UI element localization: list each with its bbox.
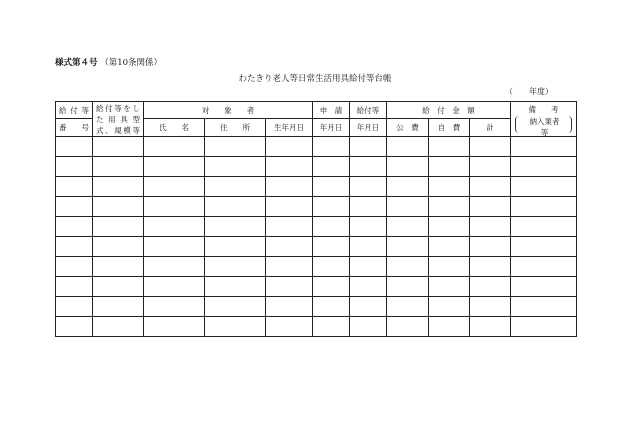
- table-cell[interactable]: [205, 277, 266, 297]
- table-cell[interactable]: [56, 137, 93, 157]
- table-cell[interactable]: [93, 317, 144, 337]
- table-cell[interactable]: [93, 257, 144, 277]
- table-cell[interactable]: [470, 137, 511, 157]
- header-kyufu-number-bottom: 番 号: [56, 119, 93, 137]
- table-cell[interactable]: [205, 237, 266, 257]
- table-cell[interactable]: [429, 177, 470, 197]
- header-public-expense: 公 費: [387, 119, 429, 137]
- table-cell[interactable]: [350, 237, 387, 257]
- table-cell[interactable]: [350, 317, 387, 337]
- table-cell[interactable]: [350, 257, 387, 277]
- table-cell[interactable]: [429, 157, 470, 177]
- header-address: 住 所: [205, 119, 266, 137]
- table-cell[interactable]: [205, 177, 266, 197]
- header-application-date: 申 請: [313, 102, 350, 119]
- table-cell[interactable]: [429, 197, 470, 217]
- table-cell[interactable]: [266, 137, 313, 157]
- header-kyufu-date: 給付等: [350, 102, 387, 119]
- table-cell[interactable]: [266, 257, 313, 277]
- table-cell[interactable]: [93, 197, 144, 217]
- table-cell[interactable]: [350, 277, 387, 297]
- table-cell[interactable]: [387, 197, 429, 217]
- header-recipient: 対 象 者: [144, 102, 313, 119]
- table-cell[interactable]: [93, 177, 144, 197]
- table-cell[interactable]: [93, 297, 144, 317]
- table-cell[interactable]: [387, 237, 429, 257]
- fiscal-year: （ 年度）: [505, 87, 553, 96]
- header-kyufu-number: 給付等: [56, 102, 93, 119]
- table-cell[interactable]: [144, 237, 205, 257]
- table-cell[interactable]: [56, 157, 93, 177]
- table-cell[interactable]: [144, 257, 205, 277]
- page-title: わたきり老人等日常生活用具給付等台帳: [238, 74, 392, 84]
- table-cell[interactable]: [144, 217, 205, 237]
- table-row: [56, 257, 577, 277]
- header-amount: 給 付 金 額: [387, 102, 511, 119]
- table-row: [56, 217, 577, 237]
- header-total: 計: [470, 119, 511, 137]
- form-number: 様式第４号: [55, 58, 98, 68]
- table-cell[interactable]: [144, 137, 205, 157]
- table-cell[interactable]: [350, 197, 387, 217]
- remarks-bracket: 納入業者 等: [515, 116, 572, 133]
- table-cell[interactable]: [56, 257, 93, 277]
- table-cell[interactable]: [511, 317, 577, 337]
- table-cell[interactable]: [205, 317, 266, 337]
- header-birthdate: 生年月日: [266, 119, 313, 137]
- table-cell[interactable]: [470, 257, 511, 277]
- table-cell[interactable]: [511, 217, 577, 237]
- table-cell[interactable]: [511, 237, 577, 257]
- table-cell[interactable]: [313, 157, 350, 177]
- table-cell[interactable]: [266, 277, 313, 297]
- table-cell[interactable]: [387, 137, 429, 157]
- table-cell[interactable]: [144, 177, 205, 197]
- table-cell[interactable]: [313, 197, 350, 217]
- table-cell[interactable]: [350, 297, 387, 317]
- table-cell[interactable]: [93, 157, 144, 177]
- table-row: [56, 197, 577, 217]
- table-cell[interactable]: [470, 297, 511, 317]
- header-application-date-bottom: 年月日: [313, 119, 350, 137]
- header-equipment: 給付等をし た用具型 式、規模等: [93, 102, 144, 137]
- table-cell[interactable]: [144, 317, 205, 337]
- table-cell[interactable]: [266, 297, 313, 317]
- table-cell[interactable]: [511, 157, 577, 177]
- table-cell[interactable]: [266, 317, 313, 337]
- table-cell[interactable]: [470, 197, 511, 217]
- table-row: [56, 317, 577, 337]
- table-cell[interactable]: [313, 297, 350, 317]
- table-cell[interactable]: [313, 257, 350, 277]
- table-row: [56, 137, 577, 157]
- header-self-pay: 自 費: [429, 119, 470, 137]
- table-cell[interactable]: [56, 277, 93, 297]
- table-cell[interactable]: [56, 237, 93, 257]
- table-cell[interactable]: [511, 297, 577, 317]
- table-cell[interactable]: [93, 137, 144, 157]
- table-cell[interactable]: [93, 237, 144, 257]
- table-cell[interactable]: [511, 197, 577, 217]
- table-cell[interactable]: [470, 177, 511, 197]
- table-cell[interactable]: [387, 157, 429, 177]
- table-cell[interactable]: [266, 177, 313, 197]
- table-cell[interactable]: [56, 297, 93, 317]
- table-cell[interactable]: [350, 157, 387, 177]
- table-cell[interactable]: [266, 197, 313, 217]
- table-cell[interactable]: [144, 197, 205, 217]
- table-cell[interactable]: [56, 217, 93, 237]
- table-cell[interactable]: [429, 217, 470, 237]
- form-relation: （第10条関係）: [100, 58, 163, 68]
- table-cell[interactable]: [511, 257, 577, 277]
- table-cell[interactable]: [429, 257, 470, 277]
- ledger-table: [55, 101, 577, 337]
- table-cell[interactable]: [387, 317, 429, 337]
- table-cell[interactable]: [56, 197, 93, 217]
- table-cell[interactable]: [350, 137, 387, 157]
- table-row: [56, 237, 577, 257]
- table-cell[interactable]: [313, 237, 350, 257]
- table-cell[interactable]: [144, 157, 205, 177]
- table-cell[interactable]: [429, 137, 470, 157]
- table-row: [56, 157, 577, 177]
- table-cell[interactable]: [56, 317, 93, 337]
- table-cell[interactable]: [387, 277, 429, 297]
- table-cell[interactable]: [511, 177, 577, 197]
- table-cell[interactable]: [470, 157, 511, 177]
- table-cell[interactable]: [429, 237, 470, 257]
- table-cell[interactable]: [144, 297, 205, 317]
- table-cell[interactable]: [205, 137, 266, 157]
- table-cell[interactable]: [313, 137, 350, 157]
- table-cell[interactable]: [205, 217, 266, 237]
- form-identifier: [55, 56, 162, 68]
- table-cell[interactable]: [313, 217, 350, 237]
- table-cell[interactable]: [387, 257, 429, 277]
- table-cell[interactable]: [205, 257, 266, 277]
- table-cell[interactable]: [470, 317, 511, 337]
- table-cell[interactable]: [144, 277, 205, 297]
- table-cell[interactable]: [205, 197, 266, 217]
- table-cell[interactable]: [387, 177, 429, 197]
- table-cell[interactable]: [56, 177, 93, 197]
- table-cell[interactable]: [511, 277, 577, 297]
- table-cell[interactable]: [350, 217, 387, 237]
- table-row: [56, 277, 577, 297]
- table-cell[interactable]: [266, 157, 313, 177]
- table-cell[interactable]: [511, 137, 577, 157]
- table-cell[interactable]: [313, 277, 350, 297]
- table-cell[interactable]: [93, 277, 144, 297]
- table-cell[interactable]: [313, 177, 350, 197]
- table-cell[interactable]: [266, 237, 313, 257]
- table-cell[interactable]: [470, 237, 511, 257]
- table-cell[interactable]: [205, 157, 266, 177]
- header-name: 氏 名: [144, 119, 205, 137]
- table-row: [56, 177, 577, 197]
- table-cell[interactable]: [429, 317, 470, 337]
- table-cell[interactable]: [429, 297, 470, 317]
- table-cell[interactable]: [387, 217, 429, 237]
- table-cell[interactable]: [313, 317, 350, 337]
- table-cell[interactable]: [387, 297, 429, 317]
- header-kyufu-date-bottom: 年月日: [350, 119, 387, 137]
- table-cell[interactable]: [205, 297, 266, 317]
- table-cell[interactable]: [470, 217, 511, 237]
- table-cell[interactable]: [266, 217, 313, 237]
- table-cell[interactable]: [93, 217, 144, 237]
- table-row: [56, 297, 577, 317]
- table-cell[interactable]: [429, 277, 470, 297]
- ledger-body: [56, 137, 577, 337]
- header-remarks: 備 考 納入業者 等: [511, 102, 577, 137]
- table-cell[interactable]: [350, 177, 387, 197]
- table-cell[interactable]: [470, 277, 511, 297]
